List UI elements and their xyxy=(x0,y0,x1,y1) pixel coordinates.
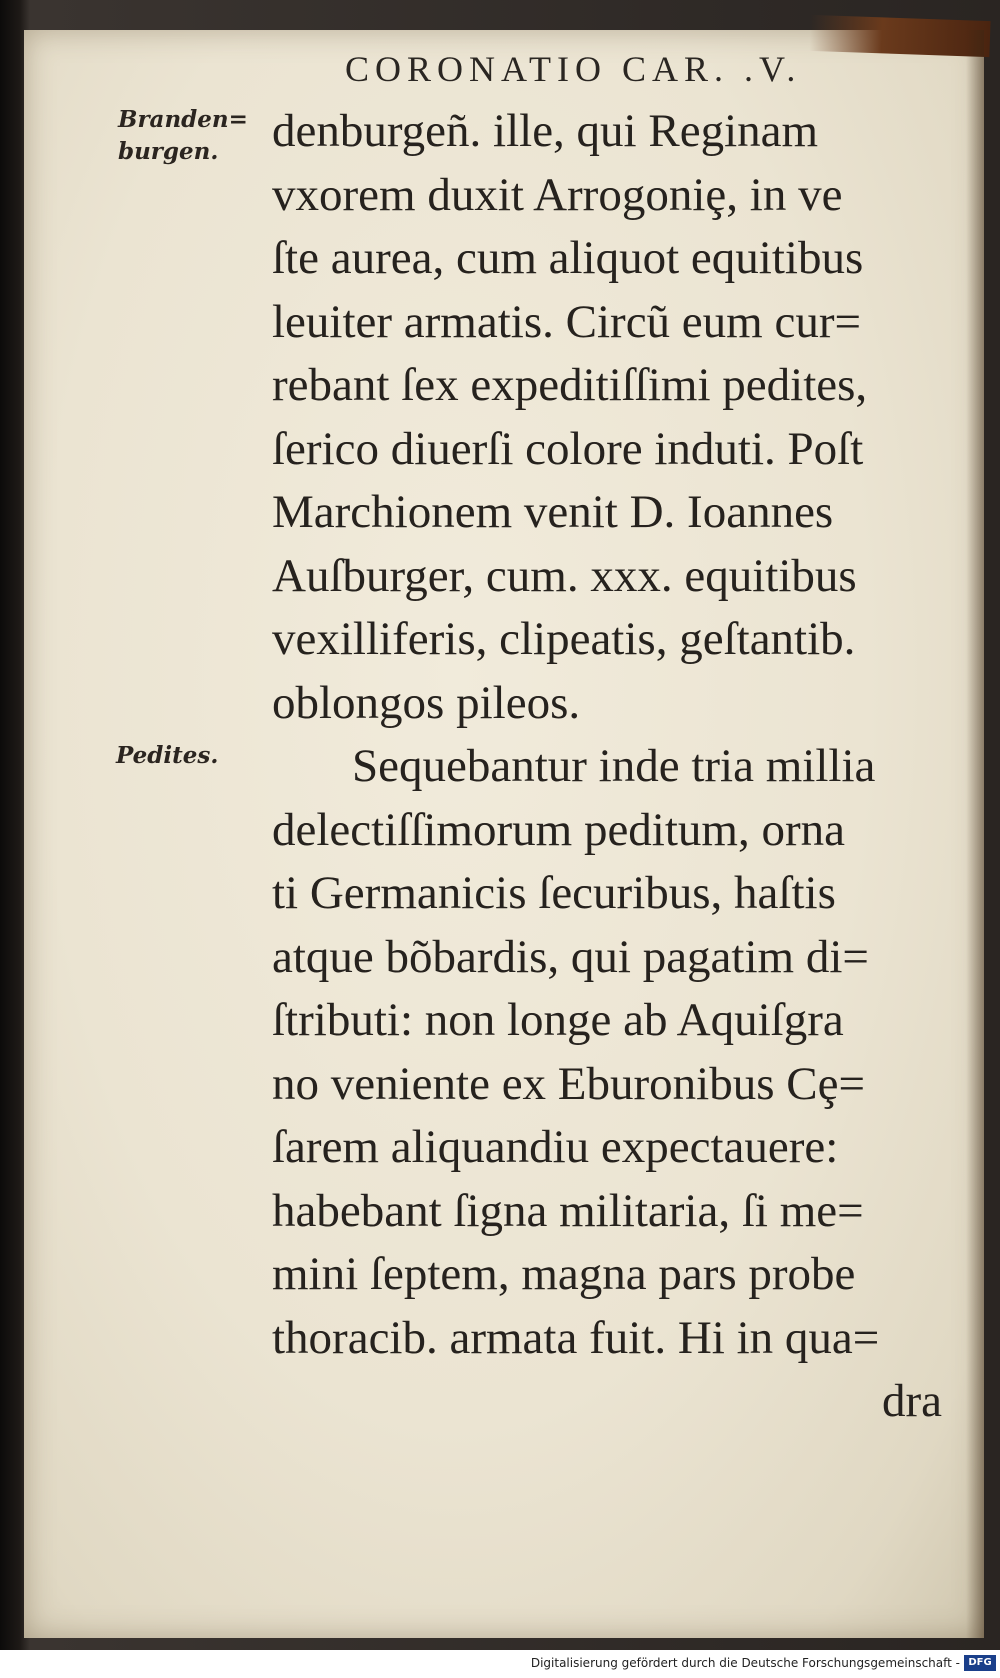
text-line: oblongos pileos. xyxy=(272,676,581,729)
catchword: dra xyxy=(881,1375,942,1427)
text-line: Marchionem venit D. Ioannes xyxy=(272,486,834,538)
body-text xyxy=(272,100,972,1434)
text-line: denburgeñ. ille, qui Reginam xyxy=(272,105,819,157)
text-line: Auſburger, cum. xxx. equitibus xyxy=(272,549,857,602)
text-line: vexilliferis, clipeatis, geſtantib. xyxy=(272,613,856,665)
text-line: delectiſſimorum peditum, orna xyxy=(272,803,845,856)
text-line: vxorem duxit Arrogoniȩ, in ve xyxy=(272,168,843,221)
text-line: ſerico diuerſi colore induti. Poſt xyxy=(272,422,864,475)
text-line: habebant ſigna militaria, ſi me= xyxy=(272,1184,864,1237)
text-line: mini ſeptem, magna pars probe xyxy=(272,1248,856,1300)
margin-note-brandenburgen: Branden= burgen. xyxy=(118,106,248,165)
text-line: atque bõbardis, qui pagatim di= xyxy=(272,930,869,983)
text-line: ti Germanicis ſecuribus, haſtis xyxy=(272,867,836,919)
digitization-credit: Digitalisierung gefördert durch die Deutsche Forschungsgemeinschaft - xyxy=(530,1656,960,1670)
text-line: Sequebantur inde tria millia xyxy=(352,740,876,792)
text-line: no veniente ex Eburonibus Cȩ= xyxy=(272,1057,865,1110)
footer-bar xyxy=(0,1650,1000,1678)
running-head: CORONATIO CAR. .V. xyxy=(345,49,802,89)
margin-note-pedites: Pedites. xyxy=(116,742,219,769)
text-line: thoracib. armata fuit. Hi in qua= xyxy=(272,1311,880,1364)
text-line: ſte aurea, cum aliquot equitibus xyxy=(272,232,864,284)
text-line: ſtributi: non longe ab Aquiſgra xyxy=(272,994,844,1046)
text-line: rebant ſex expeditiſſimi pedites, xyxy=(272,359,868,411)
dfg-logo: DFG xyxy=(964,1655,996,1671)
text-line: leuiter armatis. Circũ eum cur= xyxy=(272,295,861,348)
text-line: ſarem aliquandiu expectauere: xyxy=(272,1121,839,1173)
